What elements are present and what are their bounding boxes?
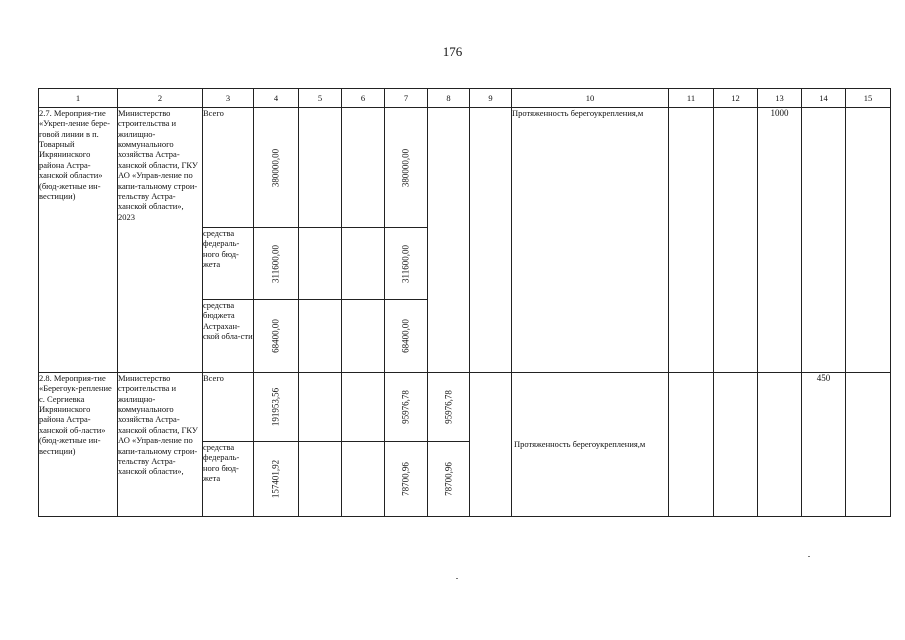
amount-value: 78700,96 (443, 462, 454, 496)
column-header: 15 (846, 89, 891, 108)
empty-cell (758, 373, 802, 517)
amount-cell-col4 (254, 442, 299, 517)
scan-speck (456, 578, 458, 579)
column-header: 10 (512, 89, 669, 108)
amount-value: 191953,56 (270, 387, 281, 427)
indicator-cell: Протяженность берегоукрепления,м (512, 108, 669, 373)
table-row (39, 108, 891, 228)
empty-cell (802, 108, 846, 373)
source-label-cell: Всего (203, 373, 254, 442)
page-number: 176 (442, 44, 463, 59)
empty-cell (846, 373, 891, 517)
empty-cell (342, 442, 385, 517)
event-name-cell: 2.8. Мероприя-тие «Берегоук-репление с. Сергиевка Икрянинского района Астра-ханской об-ласти» (бюд-жетные ин-вестиции) (39, 373, 118, 517)
indicator-value-col14: 450 (802, 373, 846, 517)
empty-cell (342, 108, 385, 228)
column-header: 4 (254, 89, 299, 108)
source-label-cell: средства бюджета Астрахан-ской обла-сти (203, 300, 254, 373)
indicator-label: Протяженность берегоукрепления,м (514, 439, 646, 449)
scan-speck (808, 556, 810, 557)
amount-value: 311600,00 (270, 244, 281, 283)
executor-cell: Министерство строительства и жилищно-коммунального хозяйства Астра-ханской области, ГКУ АО «Управ-ление по капи-тальному строи-тельству Астра-ханской области», (118, 373, 203, 517)
empty-cell (342, 300, 385, 373)
column-header: 2 (118, 89, 203, 108)
table-row (39, 373, 891, 442)
source-label-cell: Всего (203, 108, 254, 228)
empty-cell (669, 373, 714, 517)
amount-cell-col7 (385, 300, 428, 373)
empty-cell (846, 108, 891, 373)
amount-cell-col4 (254, 300, 299, 373)
empty-cell (299, 108, 342, 228)
amount-value: 78700,96 (400, 462, 411, 496)
empty-cell (299, 228, 342, 300)
header-row (39, 89, 891, 108)
amount-cell-col7 (385, 373, 428, 442)
executor-cell: Министерство строительства и жилищно-коммунального хозяйства Астра-ханской области, ГКУ АО «Управ-ление по капи-тальному строи-тельству Астра-ханской области», 2023 (118, 108, 203, 373)
amount-cell-col4 (254, 108, 299, 228)
column-header: 8 (428, 89, 470, 108)
amount-value: 380000,00 (400, 148, 411, 187)
empty-cell (714, 373, 758, 517)
amount-value: 68400,00 (400, 319, 411, 353)
empty-cell (299, 300, 342, 373)
indicator-value-col13: 1000 (758, 108, 802, 373)
amount-cell-col4 (254, 228, 299, 300)
column-header: 6 (342, 89, 385, 108)
column-header: 9 (470, 89, 512, 108)
amount-value: 95976,78 (400, 390, 411, 424)
indicator-cell (512, 373, 669, 517)
column-header: 11 (669, 89, 714, 108)
source-label-cell: средства федераль-ного бюд-жета (203, 442, 254, 517)
amount-cell-col4 (254, 373, 299, 442)
amount-value: 157401,92 (270, 459, 281, 499)
column-header: 3 (203, 89, 254, 108)
column-header: 12 (714, 89, 758, 108)
amount-cell-col8 (428, 108, 470, 373)
amount-cell-col7 (385, 442, 428, 517)
column-header: 7 (385, 89, 428, 108)
empty-cell (470, 373, 512, 517)
amount-value: 311600,00 (400, 244, 411, 283)
event-name-cell: 2.7. Мероприя-тие «Укреп-ление бере-говой линии в п. Товарный Икрянинского района Астра-ханской области» (бюд-жетные ин-вестиции) (39, 108, 118, 373)
empty-cell (299, 442, 342, 517)
empty-cell (299, 373, 342, 442)
source-label-cell: средства федераль-ного бюд-жета (203, 228, 254, 300)
empty-cell (470, 108, 512, 373)
amount-cell-col8 (428, 373, 470, 442)
amount-cell-col7 (385, 108, 428, 228)
column-header: 5 (299, 89, 342, 108)
amount-value: 95976,78 (443, 390, 454, 424)
amount-value: 68400,00 (270, 319, 281, 353)
empty-cell (669, 108, 714, 373)
amount-value: 380000,00 (270, 148, 281, 187)
column-header: 1 (39, 89, 118, 108)
column-header: 14 (802, 89, 846, 108)
column-header: 13 (758, 89, 802, 108)
amount-cell-col7 (385, 228, 428, 300)
amount-cell-col8 (428, 442, 470, 517)
empty-cell (342, 373, 385, 442)
budget-table (38, 88, 891, 517)
empty-cell (714, 108, 758, 373)
empty-cell (342, 228, 385, 300)
